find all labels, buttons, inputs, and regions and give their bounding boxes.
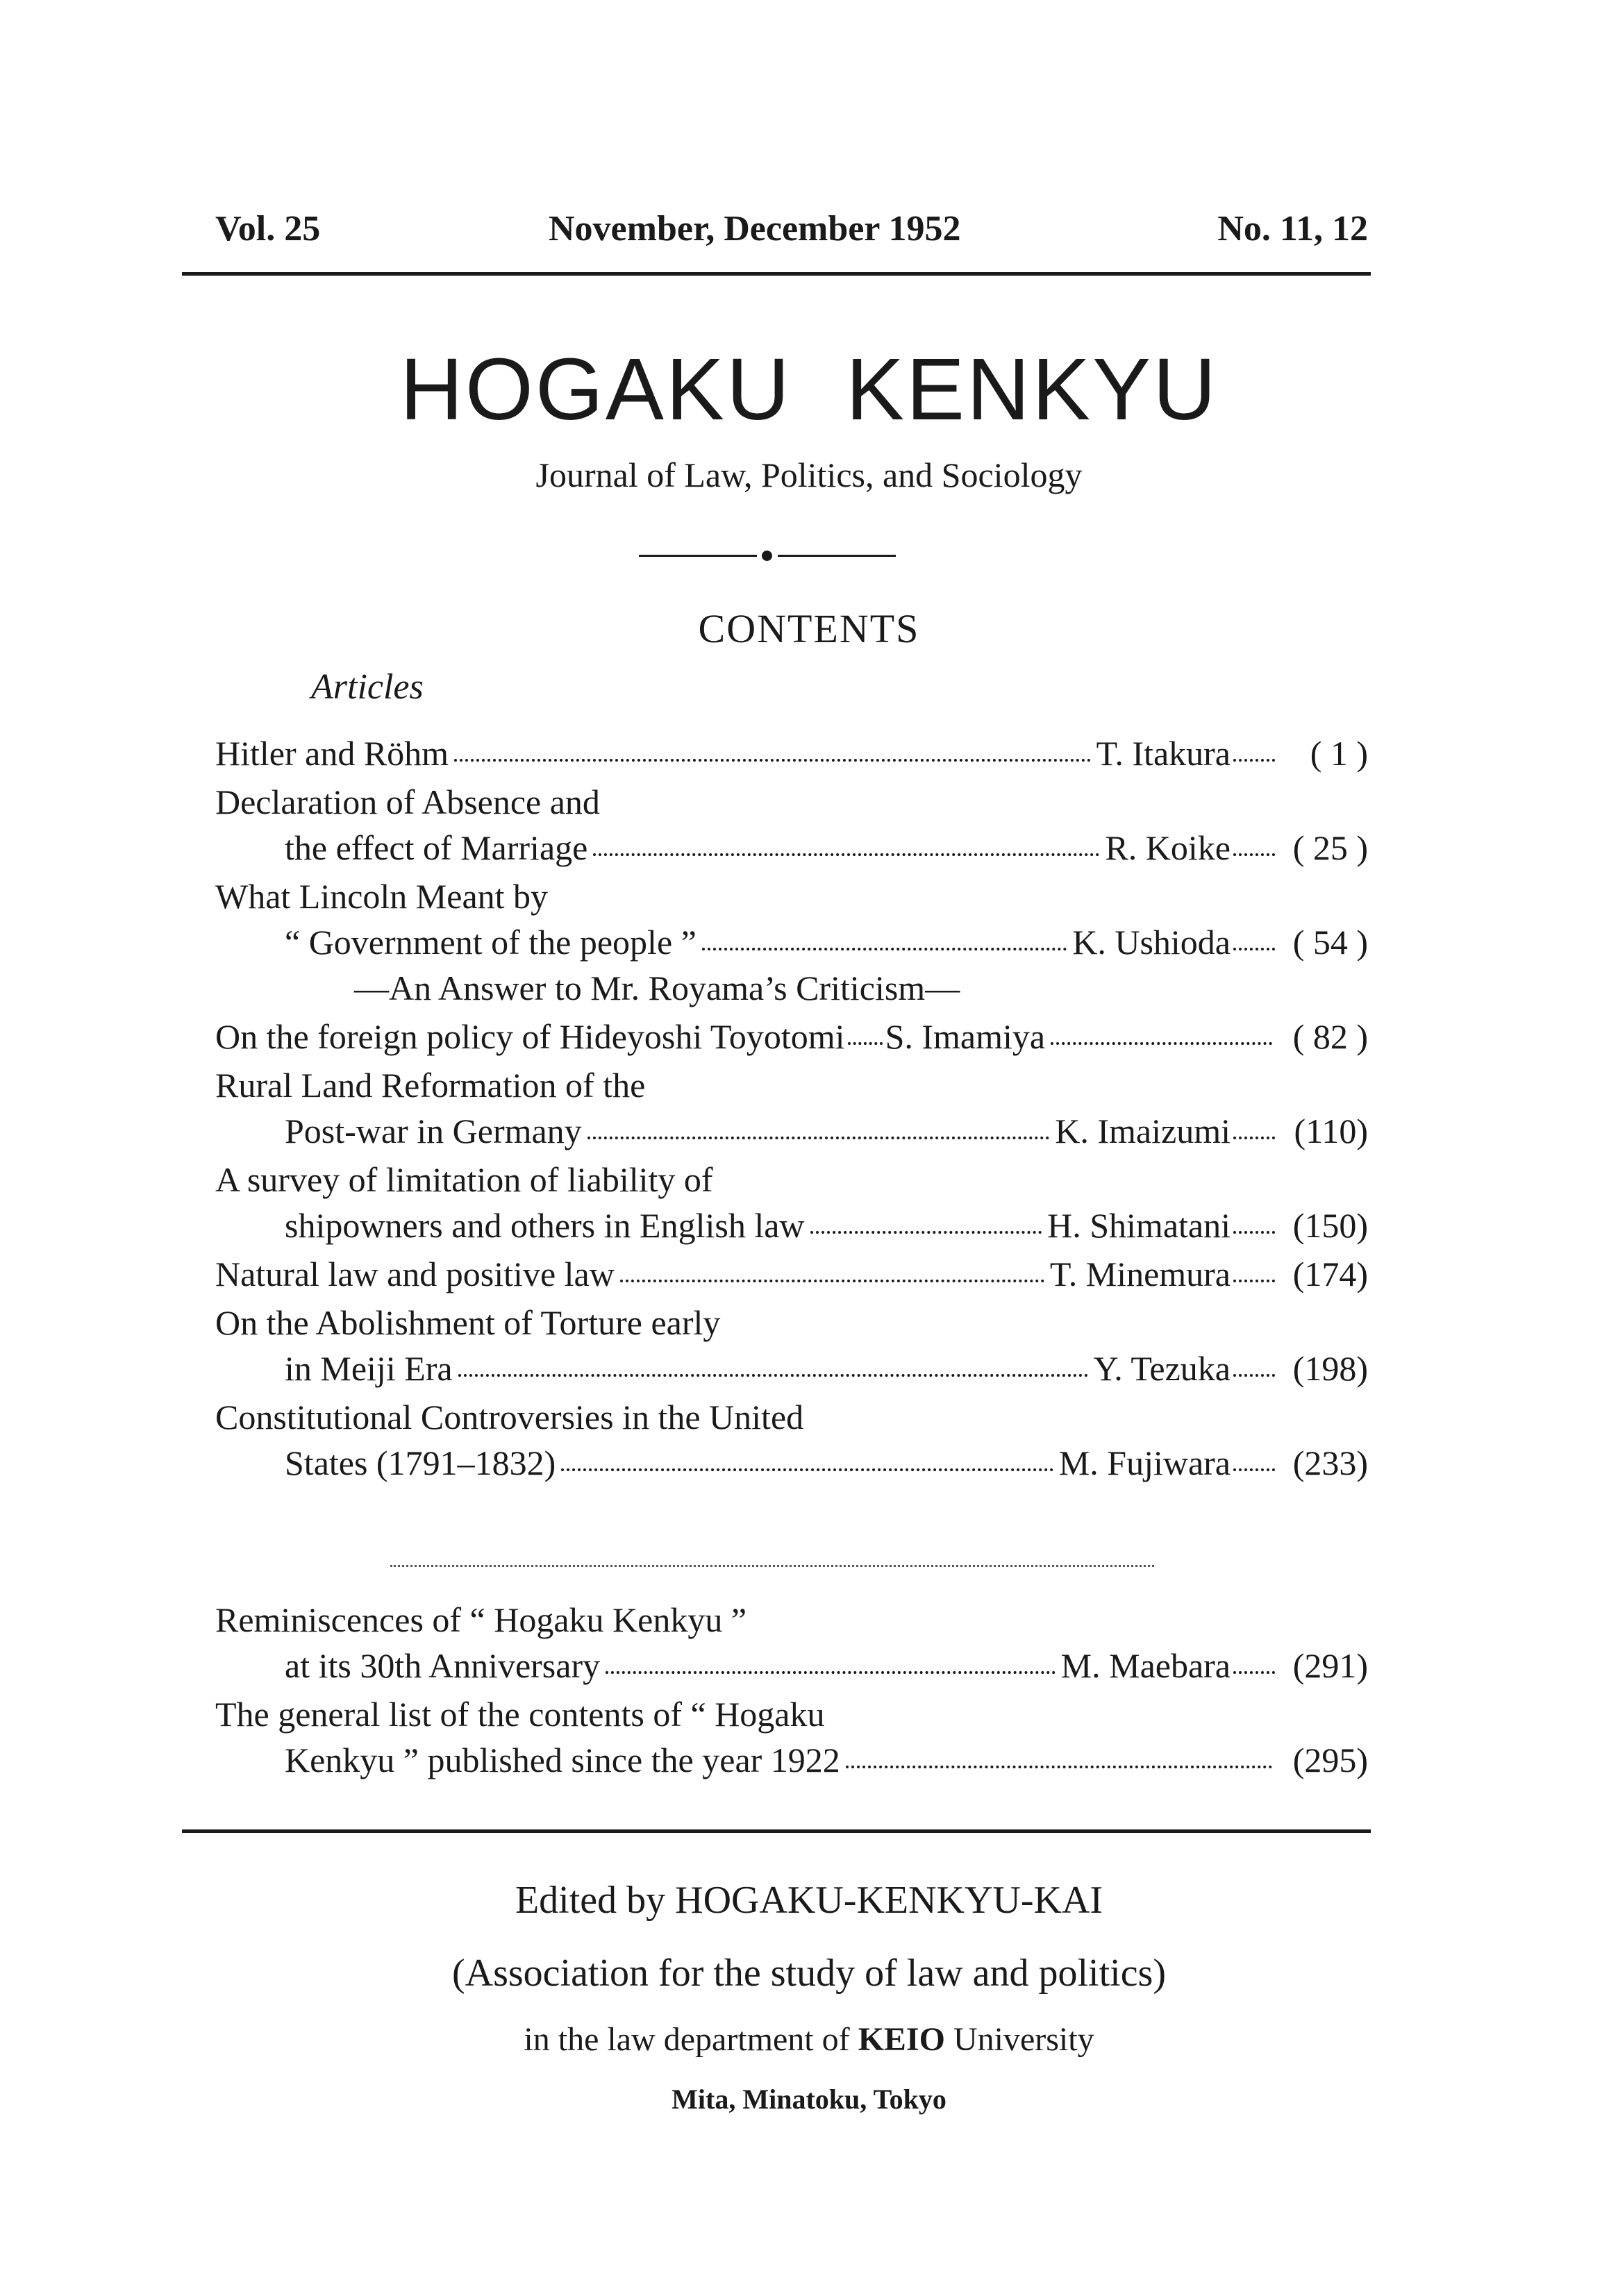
entry-title: Constitutional Controversies in the United (215, 1398, 804, 1436)
journal-title: HOGAKU KENKYU (399, 340, 1219, 438)
dotted-separator (390, 1565, 1154, 1567)
contents-heading: CONTENTS (698, 606, 920, 651)
entry-author: M. Fujiwara (1058, 1443, 1231, 1482)
entry-author: R. Koike (1105, 828, 1231, 867)
entry-page: (233) (1292, 1443, 1368, 1482)
entry-page: ( 54 ) (1292, 923, 1368, 962)
other-items-list (215, 1597, 1368, 1783)
entry-title: Natural law and positive law (215, 1255, 615, 1293)
ornament-divider (639, 548, 896, 562)
entry-page: ( 25 ) (1292, 828, 1368, 867)
university-name: KEIO (858, 2021, 945, 2058)
entry-title: Reminiscences of “ Hogaku Kenkyu ” (215, 1600, 747, 1639)
department-prefix: in the law department of (524, 2021, 850, 2058)
entry-author: T. Itakura (1096, 734, 1231, 773)
entry-title: A survey of limitation of liability of (215, 1160, 713, 1199)
entry-title-cont: “ Government of the people ” (285, 923, 697, 962)
toc-entry (215, 779, 1368, 871)
entry-page: ( 82 ) (1292, 1017, 1368, 1056)
location-line: Mita, Minatoku, Tokyo (672, 2084, 946, 2115)
editor-line (0, 1878, 1618, 1922)
entry-author: T. Minemura (1049, 1255, 1231, 1293)
toc-entry (215, 873, 1368, 1011)
editor-name: HOGAKU-KENKYU-KAI (675, 1879, 1103, 1922)
journal-subtitle: Journal of Law, Politics, and Sociology (535, 455, 1083, 494)
toc-entry (215, 1300, 1368, 1391)
top-rule (182, 272, 1371, 276)
department-suffix: University (953, 2021, 1094, 2058)
section-label-articles: Articles (311, 667, 424, 707)
entry-title-cont: States (1791–1832) (285, 1443, 556, 1482)
bottom-rule (182, 1829, 1371, 1833)
issue-number: No. 11, 12 (1217, 209, 1368, 249)
toc-entry (215, 1157, 1368, 1248)
toc-entry (215, 1062, 1368, 1154)
articles-list (215, 730, 1368, 1486)
entry-page: (198) (1292, 1349, 1368, 1388)
entry-page: (295) (1292, 1741, 1368, 1779)
entry-title-cont: shipowners and others in English law (285, 1206, 805, 1245)
entry-title: Declaration of Absence and (215, 782, 600, 821)
issue-header (215, 208, 1368, 257)
entry-author: S. Imamiya (885, 1017, 1046, 1056)
entry-title-cont: the effect of Marriage (285, 828, 588, 867)
entry-page: (174) (1292, 1255, 1368, 1293)
entry-title: What Lincoln Meant by (215, 877, 549, 916)
entry-author: K. Ushioda (1072, 923, 1231, 962)
entry-subtitle: —An Answer to Mr. Royama’s Criticism— (354, 969, 960, 1007)
entry-title: On the foreign policy of Hideyoshi Toyotomi (215, 1017, 845, 1056)
issue-date: November, December 1952 (549, 209, 961, 249)
entry-page: (110) (1294, 1112, 1368, 1150)
entry-author: K. Imaizumi (1055, 1112, 1231, 1150)
entry-author: M. Maebara (1060, 1646, 1231, 1685)
volume-label: Vol. 25 (215, 209, 321, 249)
entry-title: Hitler and Röhm (215, 734, 449, 773)
department-line (0, 2020, 1618, 2059)
toc-entry (215, 1394, 1368, 1486)
toc-entry (215, 1014, 1368, 1059)
entry-page: ( 1 ) (1310, 734, 1368, 773)
entry-title-cont: Kenkyu ” published since the year 1922 (285, 1741, 840, 1779)
entry-title: Rural Land Reformation of the (215, 1066, 646, 1105)
entry-title: The general list of the contents of “ Hogaku (215, 1695, 825, 1734)
entry-title-cont: Post-war in Germany (285, 1112, 582, 1150)
toc-entry (215, 1251, 1368, 1297)
toc-entry (215, 1691, 1368, 1783)
entry-author: H. Shimatani (1047, 1206, 1231, 1245)
entry-author: Y. Tezuka (1093, 1349, 1231, 1388)
association-line: (Association for the study of law and politics) (451, 1952, 1166, 1995)
toc-entry (215, 730, 1368, 776)
entry-title-cont: in Meiji Era (285, 1349, 453, 1388)
edited-prefix: Edited by (515, 1879, 666, 1922)
toc-entry (215, 1597, 1368, 1689)
entry-title-cont: at its 30th Anniversary (285, 1646, 601, 1685)
entry-page: (291) (1292, 1646, 1368, 1685)
entry-title: On the Abolishment of Torture early (215, 1303, 721, 1342)
entry-page: (150) (1292, 1206, 1368, 1245)
